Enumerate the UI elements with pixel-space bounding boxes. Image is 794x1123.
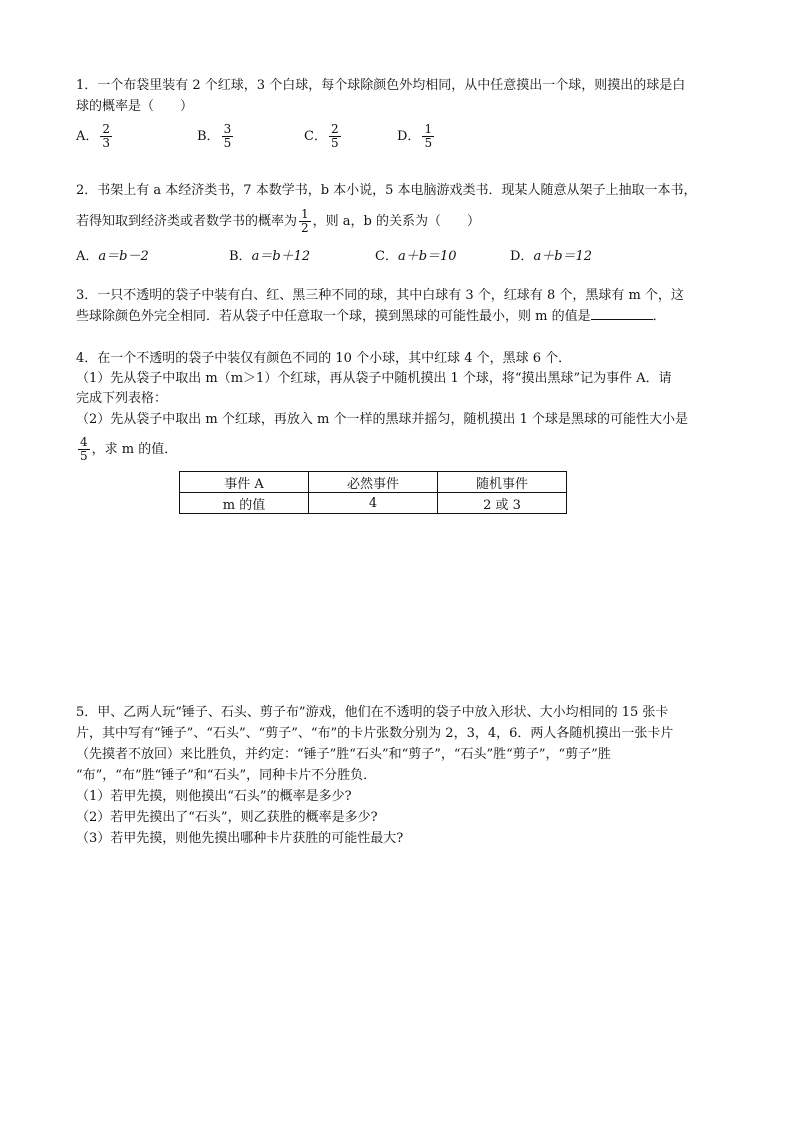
q5-line-7: （3）若甲先摸，则他先摸出哪种卡片获胜的可能性最大?	[76, 831, 404, 846]
option-label: D．	[397, 129, 421, 144]
option-label: B．	[197, 129, 220, 144]
option-text: a＋b＝10	[397, 249, 457, 264]
table-cell: 2 或 3	[438, 493, 567, 514]
q4-line-1: 4．在一个不透明的袋子中装仅有颜色不同的 10 个小球，其中红球 4 个，黑球 6 个．	[76, 351, 572, 366]
q1-line-1: 1．一个布袋里装有 2 个红球，3 个白球，每个球除颜色外均相同，从中任意摸出一个球，则摸出的球是白	[76, 78, 686, 93]
q3-line-1: 3．一只不透明的袋子中装有白、红、黑三种不同的球，其中白球有 3 个，红球有 8 个，黑球有 m 个，这	[76, 288, 684, 303]
q1-option-c	[304, 123, 343, 150]
option-label: C．	[375, 249, 398, 264]
q4-line-2: （1）先从袋子中取出 m（m＞1）个红球，再从袋子中随机摸出 1 个球，将“摸出黑球”记为事件 A．请	[76, 371, 672, 386]
q5-line-2: 片，其中写有“锤子”、“石头”、“剪子”、“布”的卡片张数分别为 2，3，4，6．两人各随机摸出一张卡片	[76, 726, 674, 741]
table-header-cell: 必然事件	[309, 472, 438, 493]
table-row	[180, 493, 567, 514]
option-text: a＝b－2	[98, 249, 149, 264]
q5-line-3: （先摸者不放回）来比胜负，并约定：“锤子”胜“石头”和“剪子”，“石头”胜“剪子”，“剪子”胜	[76, 747, 611, 762]
fraction: $\frac{1}{5}$	[424, 122, 433, 150]
q5-line-4: “布”，“布”胜“锤子”和“石头”，同种卡片不分胜负．	[76, 768, 377, 783]
q4-line-4: （2）先从袋子中取出 m 个红球，再放入 m 个一样的黑球并摇匀，随机摸出 1 个球是黑球的可能性大小是	[76, 412, 688, 427]
q2-line-2-post: ，则 a，b 的关系为（ ）	[312, 214, 480, 229]
option-label: A．	[76, 129, 99, 144]
option-text: a＝b＋12	[251, 249, 311, 264]
q4-line-5-post: ，求 m 的值．	[91, 442, 178, 457]
q5-line-1: 5．甲、乙两人玩“锤子、石头、剪子布”游戏，他们在不透明的袋子中放入形状、大小均相同的 15 张卡	[76, 705, 669, 720]
option-label: A．	[76, 249, 99, 264]
q4-line-5	[76, 436, 177, 463]
fraction: $\frac{1}{2}$	[301, 207, 309, 235]
q4-line-3: 完成下列表格：	[76, 391, 168, 406]
fraction: $\frac{2}{5}$	[330, 122, 339, 150]
fraction: $\frac{4}{5}$	[80, 435, 88, 463]
fraction: $\frac{2}{3}$	[102, 122, 111, 150]
q1-option-d	[397, 123, 436, 150]
q2-option-d	[510, 245, 592, 264]
answer-blank	[591, 307, 653, 320]
table-header-cell: 随机事件	[438, 472, 567, 493]
fraction: $\frac{3}{5}$	[223, 122, 232, 150]
q1-option-a	[76, 123, 114, 150]
event-table	[179, 471, 567, 514]
q2-line-2	[76, 208, 480, 235]
table-header-cell: 事件 A	[180, 472, 309, 493]
q1-option-b	[197, 123, 235, 150]
option-text: a＋b＝12	[533, 249, 593, 264]
q2-option-b	[229, 245, 310, 264]
q2-option-c	[375, 245, 457, 264]
q3-line-2	[76, 307, 666, 326]
table-header-row	[180, 472, 567, 493]
option-label: D．	[510, 249, 534, 264]
q2-line-2-pre: 若得知取到经济类或者数学书的概率为	[76, 214, 298, 229]
q1-line-2: 球的概率是（ ）	[76, 99, 194, 114]
table-cell: m 的值	[180, 493, 309, 514]
q3-line-2-text: 些球除颜色外完全相同．若从袋子中任意取一个球，摸到黑球的可能性最小，则 m 的值是	[76, 309, 591, 324]
q5-line-5: （1）若甲先摸，则他摸出“石头”的概率是多少?	[76, 789, 352, 804]
q5-line-6: （2）若甲先摸出了“石头”，则乙获胜的概率是多少?	[76, 810, 378, 825]
q2-option-a	[76, 245, 149, 264]
table-cell: 4	[309, 493, 438, 514]
option-label: C．	[304, 129, 327, 144]
q3-line-2-end: ．	[652, 309, 666, 324]
q2-line-1: 2．书架上有 a 本经济类书，7 本数学书，b 本小说，5 本电脑游戏类书．现某人随意从架子上抽取一本书，	[76, 183, 697, 198]
option-label: B．	[229, 249, 252, 264]
